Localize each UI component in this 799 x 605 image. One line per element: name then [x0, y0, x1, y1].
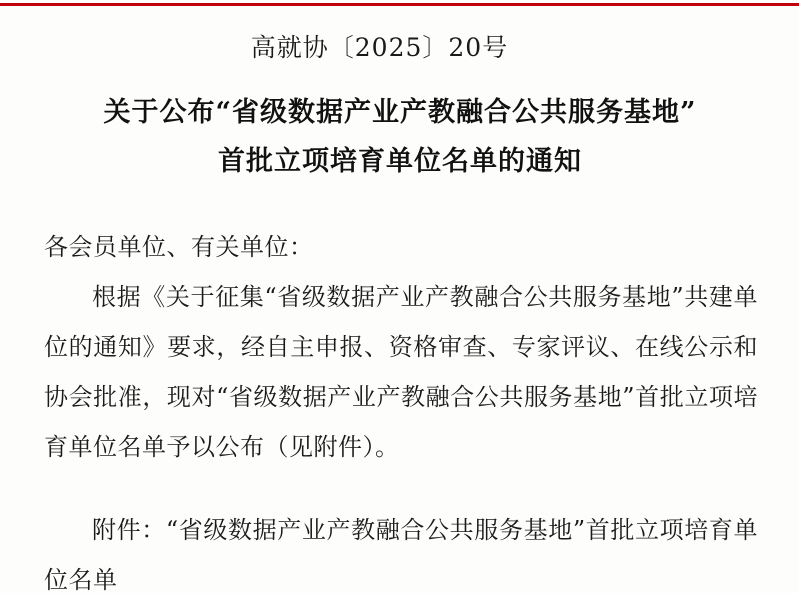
document-number: 高就协〔2025〕20号 [250, 33, 509, 62]
red-header-rule [0, 3, 799, 6]
document-body [44, 222, 758, 472]
title-line-2: 首批立项培育单位名单的通知 [218, 146, 582, 177]
salutation: 各会员单位、有关单位： [44, 233, 314, 261]
body-paragraph-1: 根据《关于征集“省级数据产业产教融合公共服务基地”共建单位的通知》要求，经自主申报、资格审查、专家评议、在线公示和协会批准，现对“省级数据产业产教融合公共服务基地”首批立项培育单位名单予以公布（见附件）。 [44, 283, 758, 461]
attachment-line: 附件：“省级数据产业产教融合公共服务基地”首批立项培育单位名单 [44, 516, 758, 594]
page-title [50, 88, 750, 186]
title-line-1: 关于公布“省级数据产业产教融合公共服务基地” [103, 97, 697, 128]
